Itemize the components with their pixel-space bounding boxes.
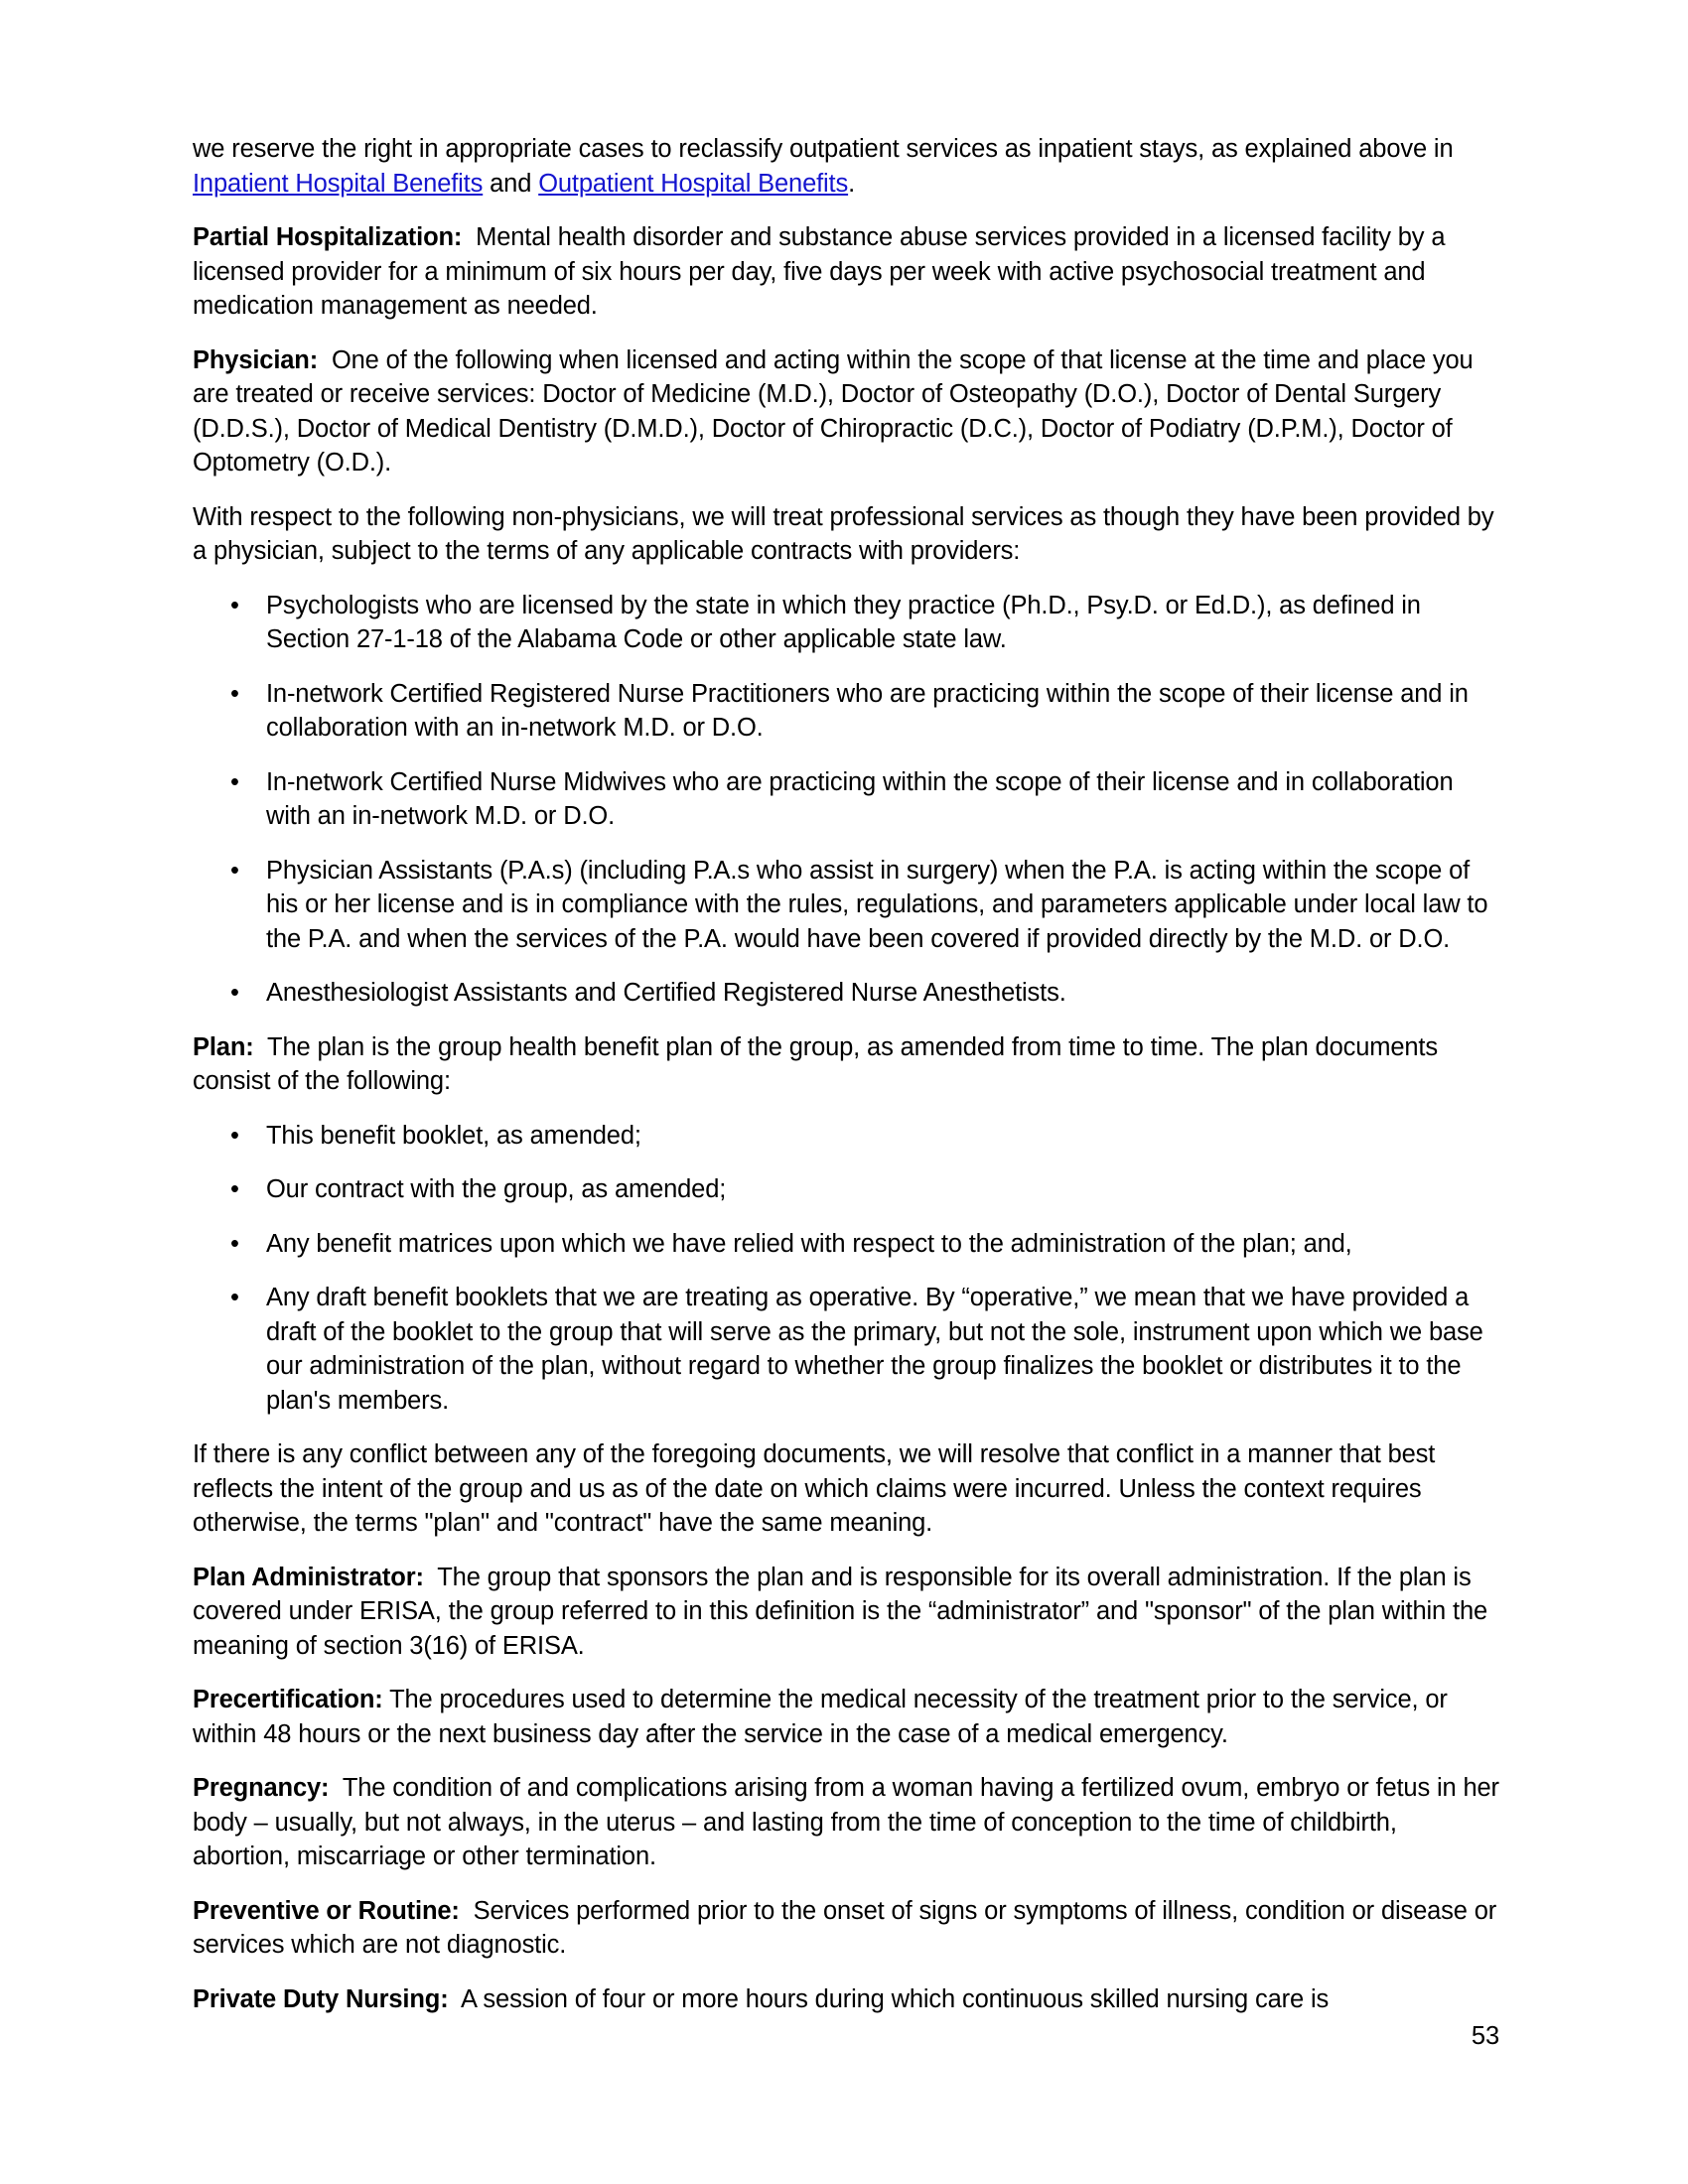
list-item-text: In-network Certified Nurse Midwives who are practicing within the scope of their license and in collaboration with an in-network M.D. or D.O. [266,767,1454,830]
intro-text-middle: and [483,169,539,198]
list-item-text: Any benefit matrices upon which we have relied with respect to the administration of the plan; and, [266,1229,1352,1258]
conflict-paragraph: If there is any conflict between any of the foregoing documents, we will resolve that conflict in a manner that best reflects the intent of the group and us as of the date on which claims were incurred. Unless the context requires otherwise, the terms "plan" and "contract" have the same meaning. [193,1440,1436,1537]
term-label: Plan Administrator: [193,1563,424,1591]
list-item [193,1172,1499,1207]
term-body: The plan is the group health benefit plan of the group, as amended from time to time. The plan documents consist of the following: [193,1032,1438,1095]
page-content [193,132,1499,2016]
plan-documents-bullet-list [193,1119,1499,1419]
definition-plan-administrator [193,1561,1499,1664]
intro-paragraph [193,132,1499,201]
term-body: One of the following when licensed and acting within the scope of that license at the time and place you are treated or receive services: Doctor of Medicine (M.D.), Doctor of Osteopathy (D.O.), Doctor of Dental Surgery (D.D.S.), Doctor of Medical Dentistry (D.M.D.), Doctor of Chiropractic (D.C.), Doctor of Podiatry (D.P.M.), Doctor of Optometry (O.D.). [193,345,1474,477]
bullet-dot-icon: • [230,1121,239,1150]
link-outpatient-hospital-benefits[interactable]: Outpatient Hospital Benefits [538,169,849,198]
list-item-text: In-network Certified Registered Nurse Practitioners who are practicing within the scope of their license and in collaboration with an in-network M.D. or D.O. [266,679,1469,742]
list-item-text: This benefit booklet, as amended; [266,1121,641,1150]
definition-pregnancy [193,1771,1499,1874]
list-item-text: Physician Assistants (P.A.s) (including P.A.s who assist in surgery) when the P.A. is acting within the scope of his or her license and is in compliance with the rules, regulations, and parameters applicable under local law to the P.A. and when the services of the P.A. would have been covered if provided directly by the M.D. or D.O. [266,856,1488,953]
list-item-text: Psychologists who are licensed by the state in which they practice (Ph.D., Psy.D. or Ed.D.), as defined in Section 27-1-18 of the Alabama Code or other applicable state law. [266,591,1421,653]
intro-text-before: we reserve the right in appropriate cases to reclassify outpatient services as inpatient stays, as explained above in [193,135,1454,163]
bullet-dot-icon: • [230,979,239,1007]
term-label: Private Duty Nursing: [193,1984,449,2013]
definition-preventive-or-routine [193,1894,1499,1963]
bullet-dot-icon: • [230,1175,239,1203]
list-item [193,854,1499,957]
page-number: 53 [1471,2022,1499,2050]
definition-plan [193,1030,1499,1099]
list-item [193,589,1499,657]
term-body: Mental health disorder and substance abuse services provided in a licensed facility by a licensed provider for a minimum of six hours per day, five days per week with active psychosocial treatment and medication management as needed. [193,223,1446,320]
list-item [193,765,1499,834]
bullet-dot-icon: • [230,679,239,708]
bullet-dot-icon: • [230,1229,239,1258]
bullet-dot-icon: • [230,1284,239,1311]
bullet-dot-icon: • [230,856,239,885]
term-label: Pregnancy: [193,1774,330,1802]
term-label: Preventive or Routine: [193,1896,460,1925]
definition-private-duty-nursing [193,1982,1499,2017]
list-item [193,976,1499,1011]
nonphysician-bullet-list [193,589,1499,1011]
term-label: Precertification: [193,1686,383,1713]
link-inpatient-hospital-benefits[interactable]: Inpatient Hospital Benefits [193,169,484,198]
list-item-text: Any draft benefit booklets that we are treating as operative. By “operative,” we mean that we have provided a draft of the booklet to the group that will serve as the primary, but not the sole, instrument upon which we base our administration of the plan, without regard to whether the group finalizes the booklet or distributes it to the plan's members. [266,1284,1483,1415]
bullet-dot-icon: • [230,591,239,619]
list-item [193,1119,1499,1154]
term-label: Physician: [193,345,319,374]
intro-text-after: . [848,169,856,198]
list-item [193,1281,1499,1418]
nonphysician-intro-paragraph: With respect to the following non-physicians, we will treat professional services as though they have been provided by a physician, subject to the terms of any applicable contracts with providers: [193,502,1494,565]
list-item-text: Anesthesiologist Assistants and Certified Registered Nurse Anesthetists. [266,979,1066,1007]
term-body: The procedures used to determine the medical necessity of the treatment prior to the service, or within 48 hours or the next business day after the service in the case of a medical emergency. [193,1686,1448,1748]
list-item-text: Our contract with the group, as amended; [266,1175,727,1203]
definition-precertification [193,1683,1499,1751]
term-label: Partial Hospitalization: [193,223,463,251]
term-body: The group that sponsors the plan and is responsible for its overall administration. If the plan is covered under ERISA, the group referred to in this definition is the “administrator” and "sponsor" of the plan within the meaning of section 3(16) of ERISA. [193,1563,1488,1660]
definition-partial-hospitalization [193,220,1499,324]
bullet-dot-icon: • [230,767,239,796]
definition-physician [193,343,1499,480]
term-label: Plan: [193,1032,254,1061]
term-body: A session of four or more hours during which continuous skilled nursing care is [461,1984,1330,2013]
term-body: The condition of and complications arising from a woman having a fertilized ovum, embryo or fetus in her body – usually, but not always, in the uterus – and lasting from the time of conception to the time of childbirth, abortion, miscarriage or other termination. [193,1774,1499,1870]
list-item [193,1227,1499,1262]
term-body: Services performed prior to the onset of signs or symptoms of illness, condition or disease or services which are not diagnostic. [193,1896,1497,1959]
list-item [193,677,1499,746]
